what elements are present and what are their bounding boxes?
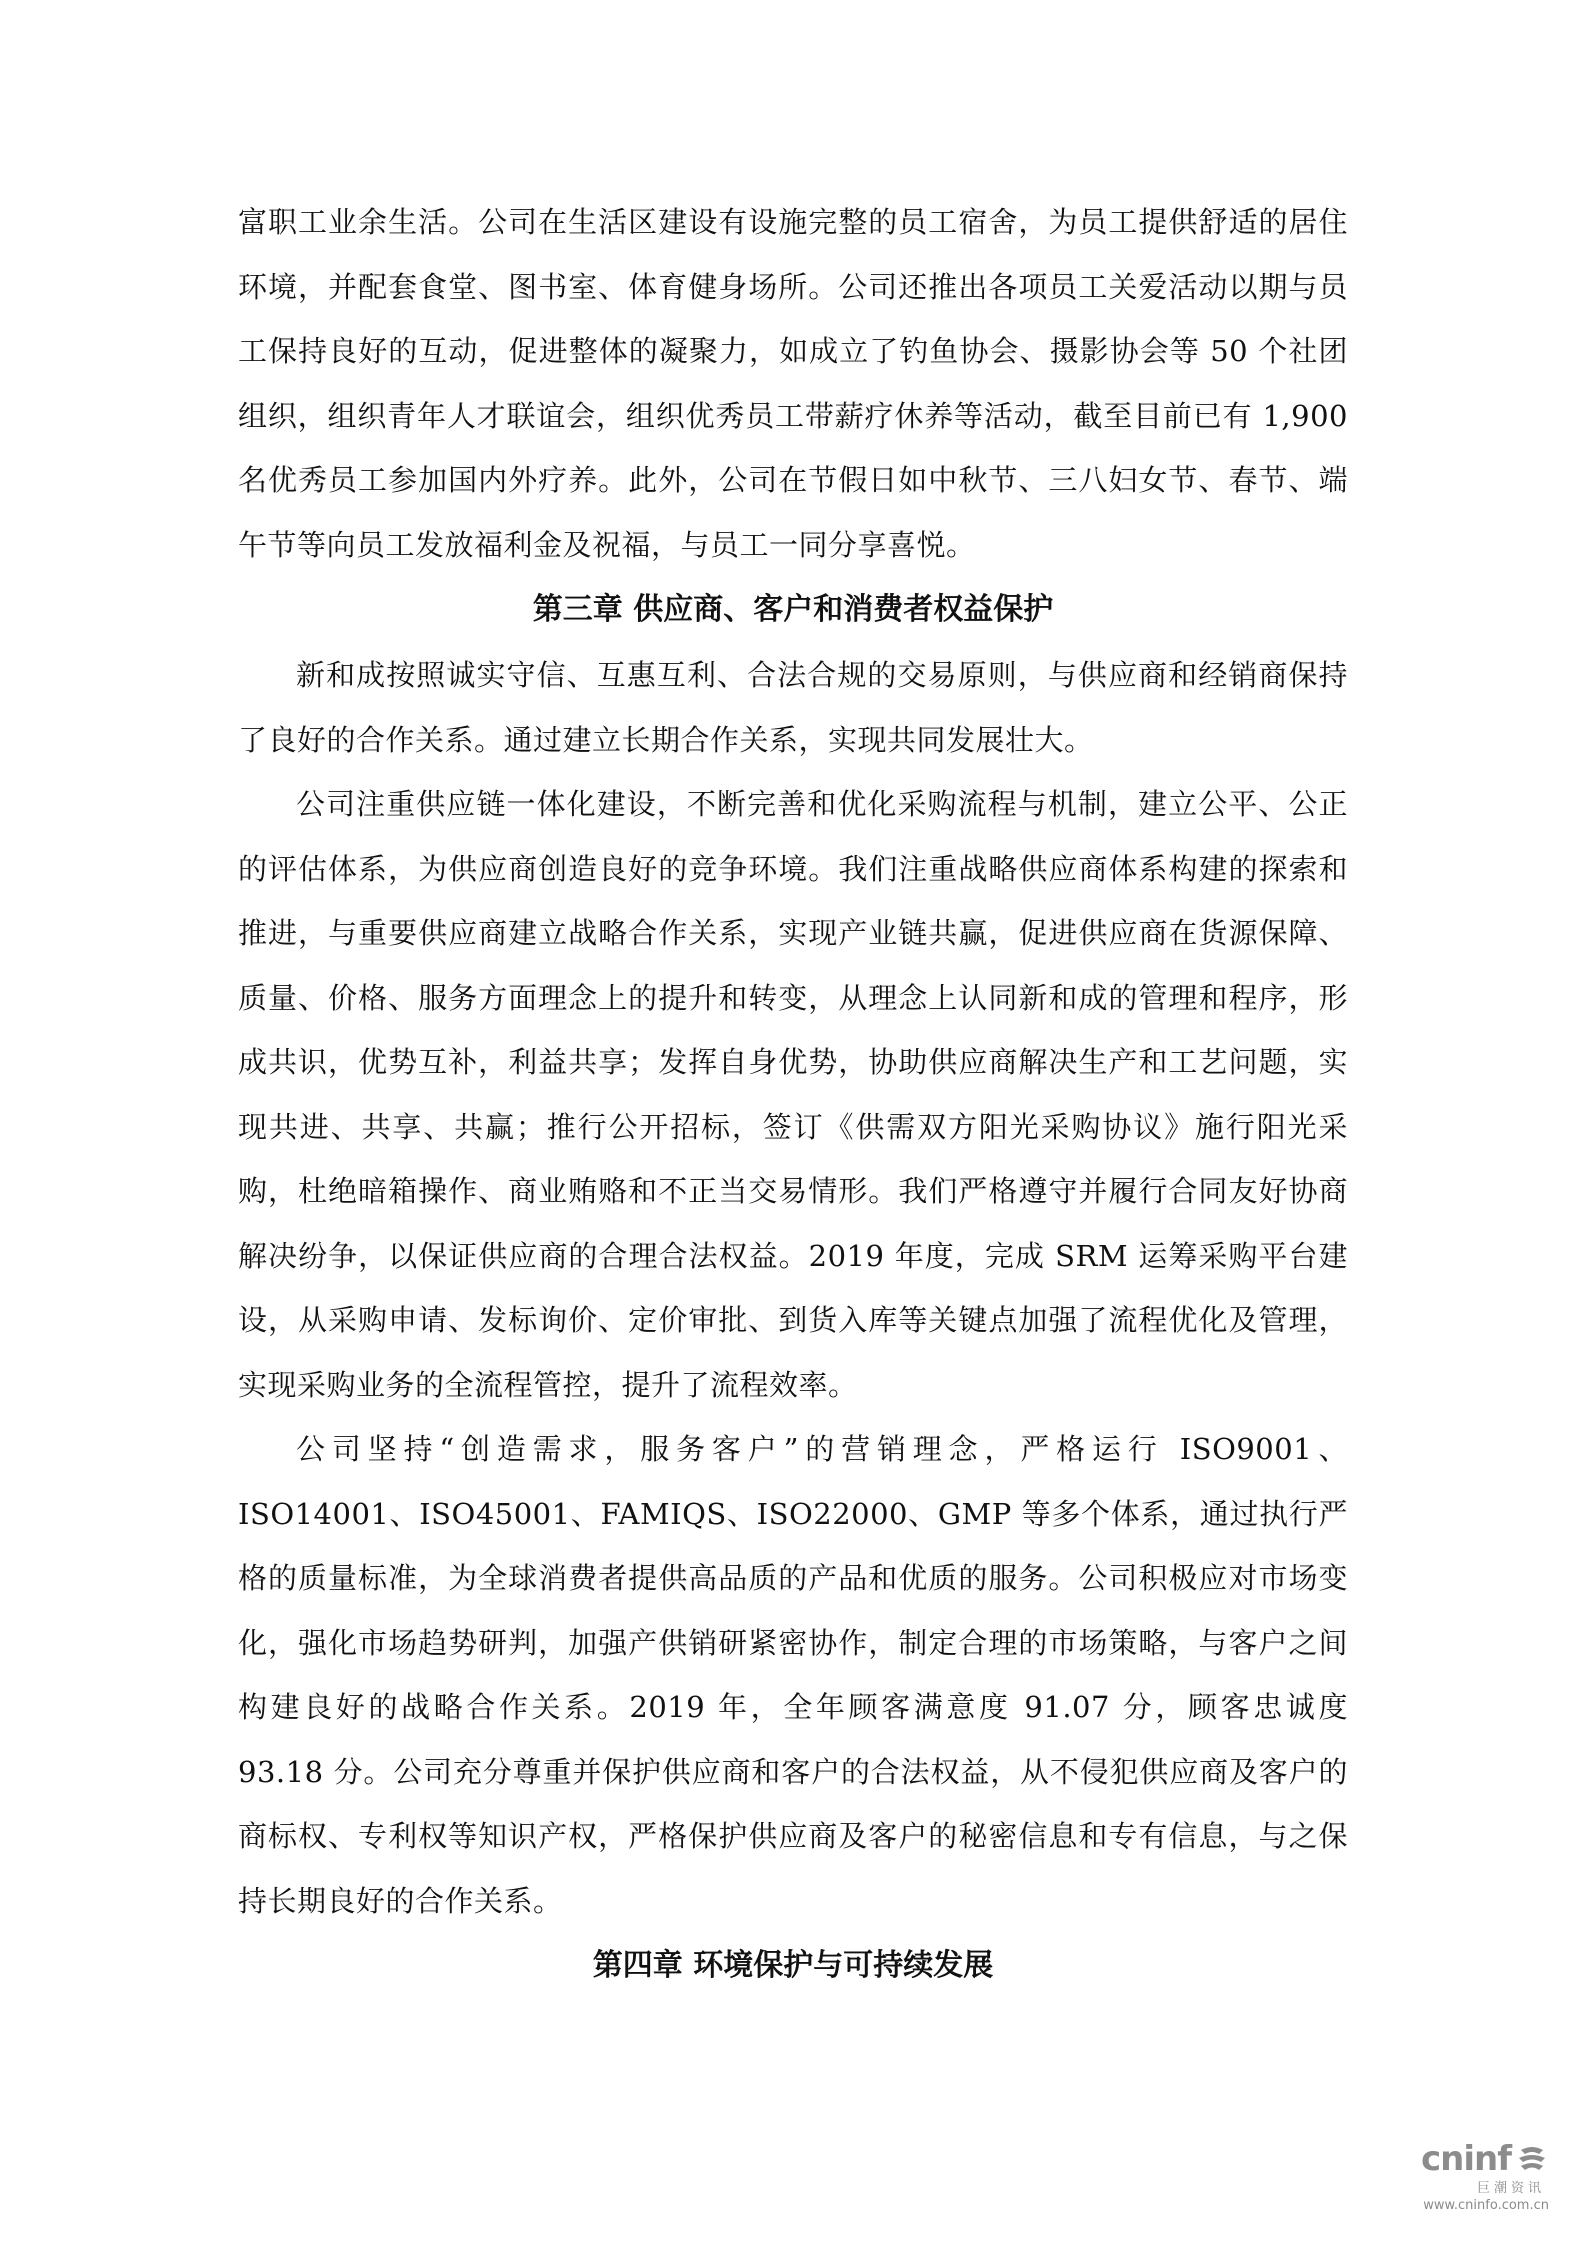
cninf-brand: cninf (1420, 2139, 1511, 2179)
page-content (238, 190, 1348, 1999)
cninf-url: www.cninfo.com.cn (1423, 2198, 1549, 2213)
chapter-4-heading: 第四章 环境保护与可持续发展 (592, 1948, 994, 1983)
cninf-brand-cn: 巨潮资讯 (1476, 2181, 1545, 2196)
paragraph-supply-chain: 公司注重供应链一体化建设，不断完善和优化采购流程与机制，建立公平、公正的评估体系，为供应商创造良好的竞争环境。我们注重战略供应商体系构建的探索和推进，与重要供应商建立战略合作关系，实现产业链共赢，促进供应商在货源保障、质量、价格、服务方面理念上的提升和转变，从理念上认同新和成的管理和程序，形成共识，优势互补，利益共享；发挥自身优势，协助供应商解决生产和工艺问题，实现共进、共享、共赢；推行公开招标，签订《供需双方阳光采购协议》施行阳光采购，杜绝暗箱操作、商业贿赂和不正当交易情形。我们严格遵守并履行合同友好协商解决纷争，以保证供应商的合理合法权益。2019 年度，完成 SRM 运筹采购平台建设，从采购申请、发标询价、定价审批、到货入库等关键点加强了流程优化及管理，实现采购业务的全流程管控，提升了流程效率。 (238, 787, 1348, 1402)
paragraph-employee-welfare: 富职工业余生活。公司在生活区建设有设施完整的员工宿舍，为员工提供舒适的居住环境，并配套食堂、图书室、体育健身场所。公司还推出各项员工关爱活动以期与员工保持良好的互动，促进整体的凝聚力，如成立了钓鱼协会、摄影协会等 50 个社团组织，组织青年人才联谊会，组织优秀员工带薪疗休养等活动，截至目前已有 1,900 名优秀员工参加国内外疗养。此外，公司在节假日如中秋节、三八妇女节、春节、端午节等向员工发放福利金及祝福，与员工一同分享喜悦。 (238, 205, 1348, 562)
paragraph-supplier-relations: 新和成按照诚实守信、互惠互利、合法合规的交易原则，与供应商和经销商保持了良好的合作关系。通过建立长期合作关系，实现共同发展壮大。 (238, 658, 1348, 757)
paragraph-customer-service: 公司坚持“创造需求，服务客户”的营销理念，严格运行 ISO9001、ISO14001、ISO45001、FAMIQS、ISO22000、GMP 等多个体系，通过执行严格的质量标准，为全球消费者提供高品质的产品和优质的服务。公司积极应对市场变化，强化市场趋势研判，加强产供销研紧密协作，制定合理的市场策略，与客户之间构建良好的战略合作关系。2019 年，全年顾客满意度 91.07 分，顾客忠诚度 93.18 分。公司充分尊重并保护供应商和客户的合法权益，从不侵犯供应商及客户的商标权、专利权等知识产权，严格保护供应商及客户的秘密信息和专有信息，与之保持长期良好的合作关系。 (238, 1432, 1348, 1918)
cninf-logo-icon (1515, 2144, 1549, 2174)
cninf-watermark (1359, 2139, 1549, 2219)
chapter-3-heading: 第三章 供应商、客户和消费者权益保护 (532, 592, 1054, 627)
